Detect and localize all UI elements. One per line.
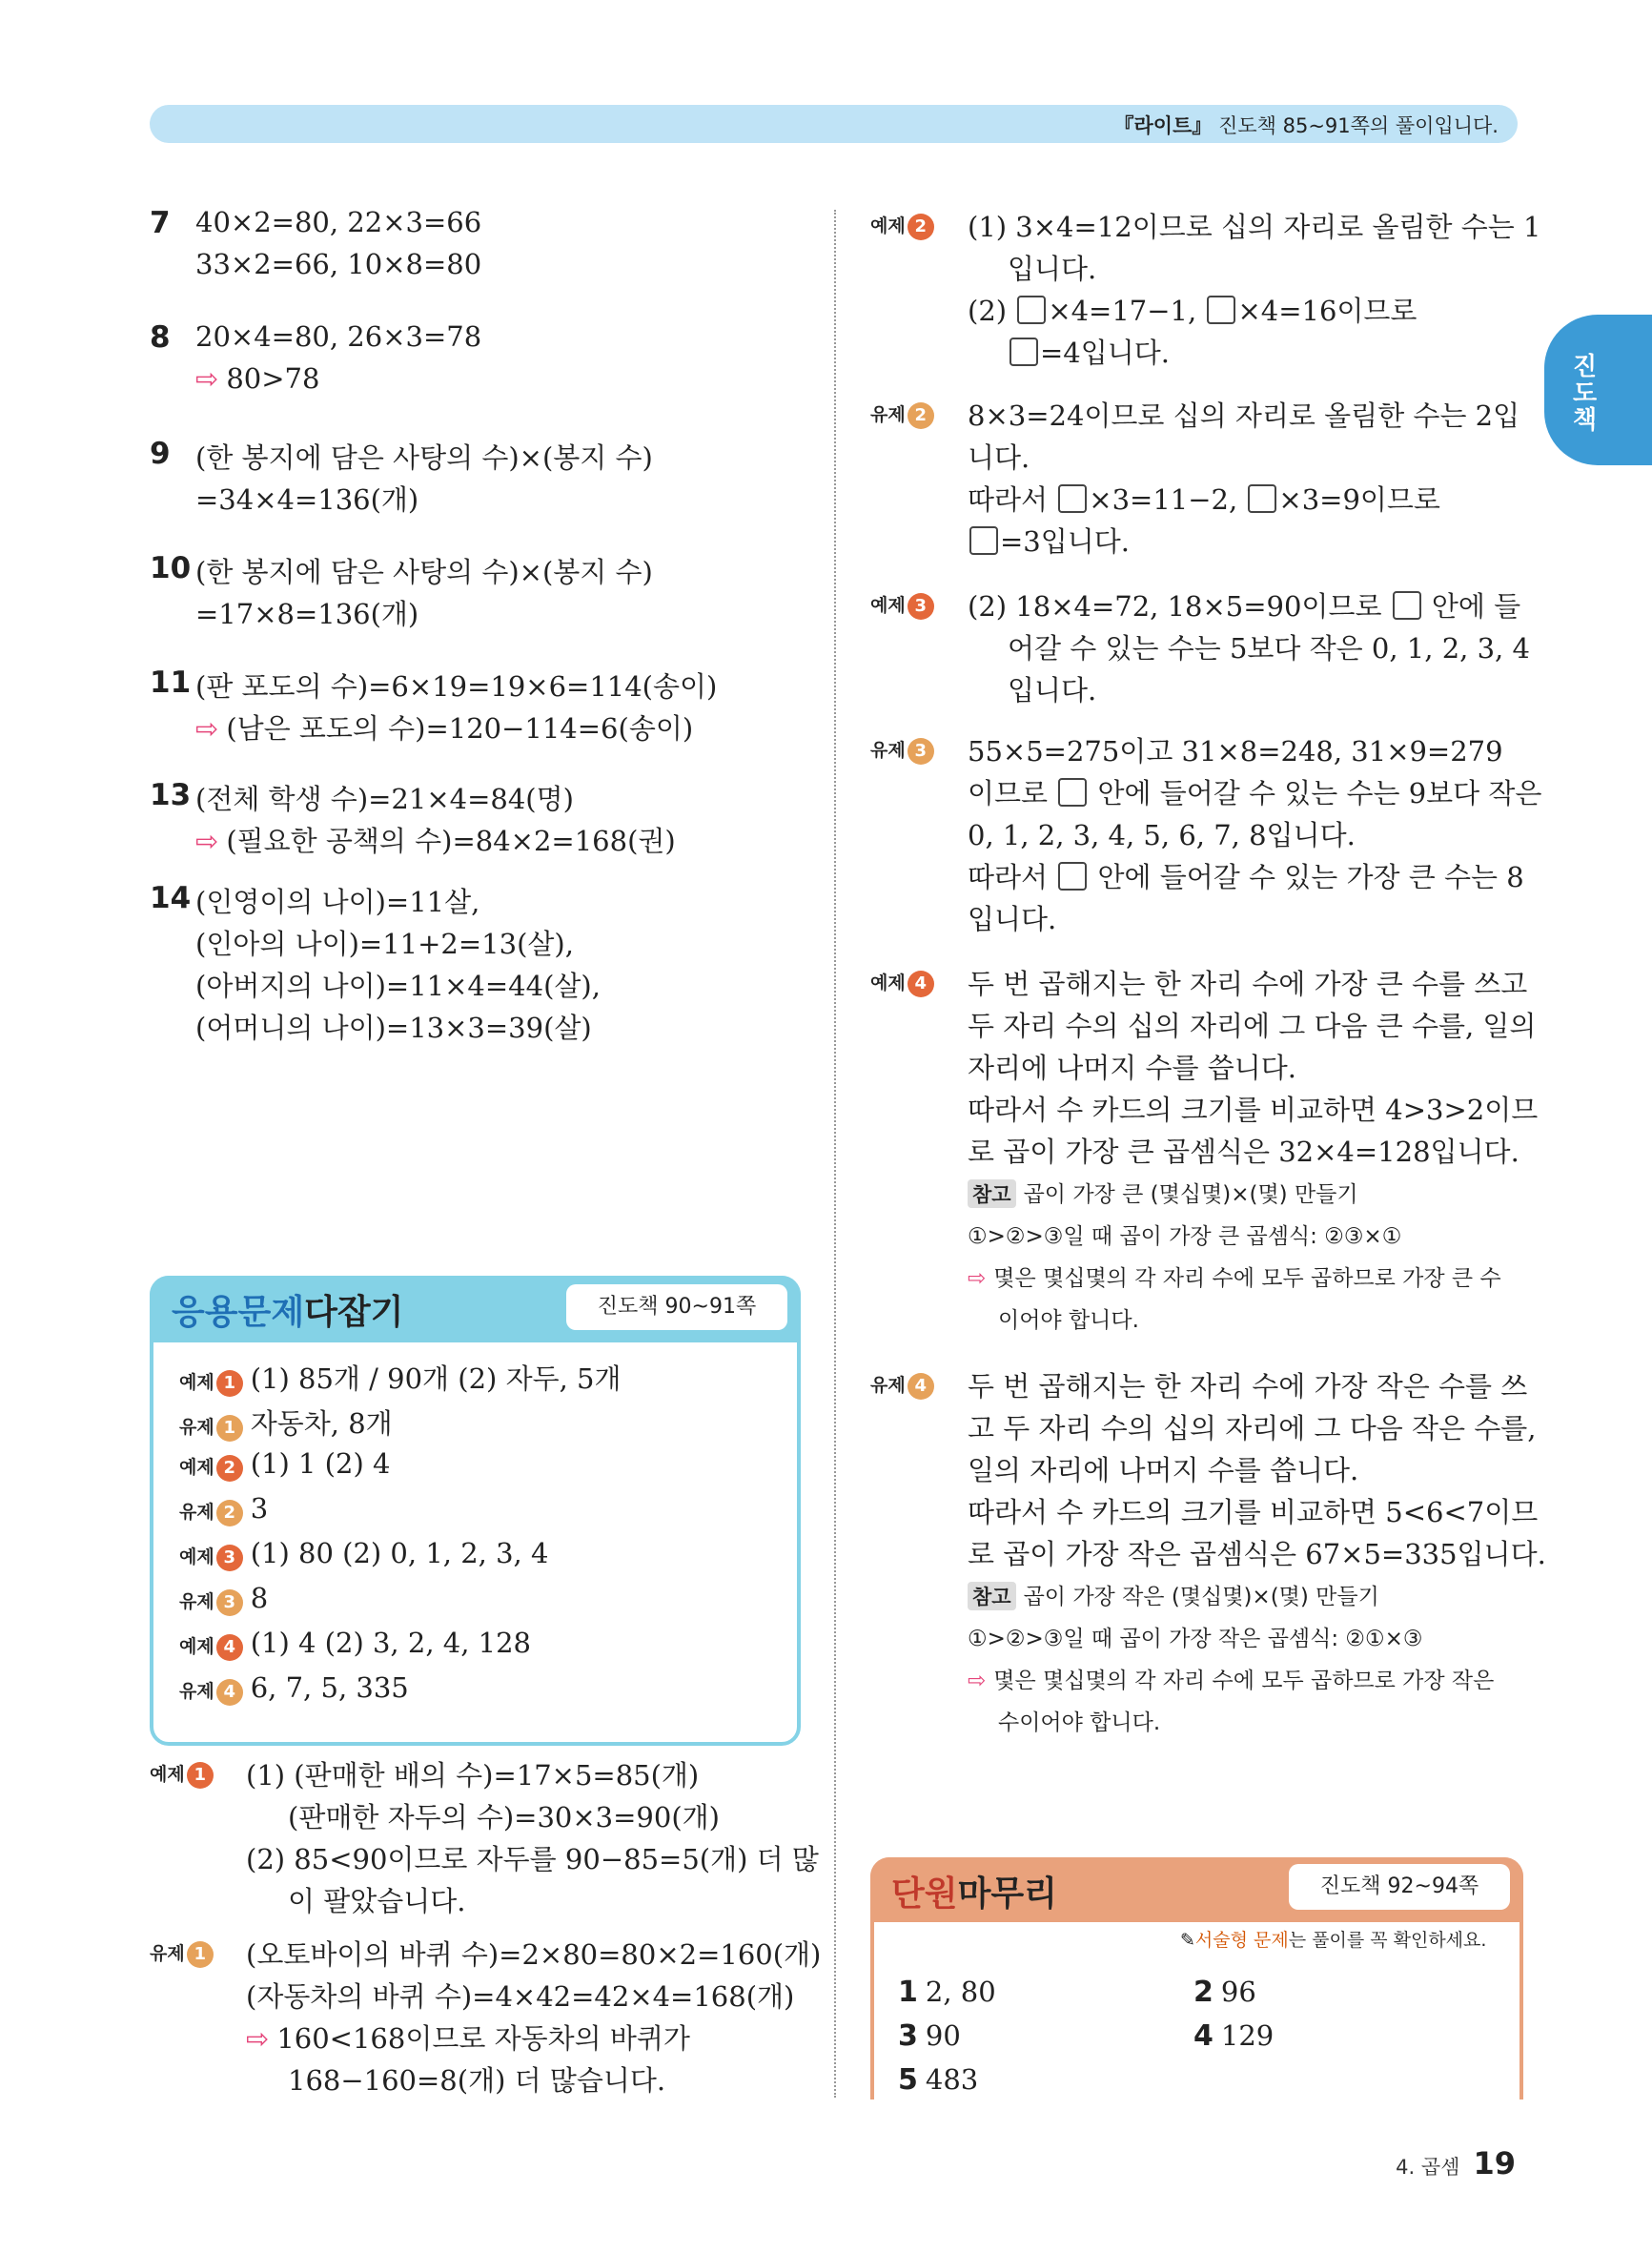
- blank-box: [1058, 778, 1087, 807]
- item-number: 14: [150, 881, 192, 915]
- item-line: (한 봉지에 담은 사탕의 수)×(봉지 수): [195, 441, 653, 474]
- item-line: [195, 362, 319, 395]
- arrow-icon: ⇨: [246, 2022, 270, 2055]
- ex-text: 안에 들어갈 수 있는 수는 9보다 작은: [1097, 777, 1542, 809]
- ex-line: 일의 자리에 나머지 수를 씁니다.: [968, 1454, 1359, 1486]
- ex-line: 입니다.: [1008, 674, 1097, 707]
- example-tag: [870, 736, 934, 765]
- ex-line: 두 자리 수의 십의 자리에 그 다음 큰 수를, 일의: [968, 1010, 1537, 1042]
- unit-title-b: 마무리: [957, 1874, 1057, 1914]
- example-tag: [870, 591, 934, 620]
- blank-box: [969, 526, 998, 555]
- item-line: (인아의 나이)=11+2=13(살),: [195, 928, 574, 960]
- example-tag: [870, 969, 934, 997]
- item-text: (남은 포도의 수)=120−114=6(송이): [226, 712, 694, 745]
- arrow-icon: ⇨: [968, 1669, 987, 1693]
- answer-number: 3: [898, 2019, 918, 2053]
- item-line: (어머니의 나이)=13×3=39(살): [195, 1012, 592, 1044]
- row-text: 6, 7, 5, 335: [250, 1671, 409, 1704]
- unit-answer: [1193, 1976, 1256, 2009]
- row-text: (1) 85개 / 90개 (2) 자두, 5개: [250, 1362, 622, 1395]
- ex-line: 이 팔았습니다.: [288, 1885, 466, 1917]
- ex-line: 로 곱이 가장 큰 곱셈식은 32×4=128입니다.: [968, 1136, 1519, 1168]
- answer-number: 4: [1193, 2019, 1214, 2053]
- note-line: 수이어야 합니다.: [998, 1710, 1161, 1735]
- number-badge: 2: [908, 214, 934, 240]
- item-line: (판 포도의 수)=6×19=19×6=114(송이): [195, 670, 718, 703]
- ex-line: 따라서 수 카드의 크기를 비교하면 4>3>2이므: [968, 1094, 1539, 1126]
- arrow-icon: ⇨: [195, 362, 219, 395]
- ex-line: [968, 856, 1524, 895]
- tag-label: 유제: [870, 740, 906, 761]
- example-tag: [870, 212, 934, 240]
- item-line: =17×8=136(개): [195, 598, 419, 630]
- note-chip: 참고: [968, 1582, 1016, 1610]
- ex-line: 따라서 수 카드의 크기를 비교하면 5<6<7이므: [968, 1496, 1539, 1528]
- ex-text: 160<168이므로 자동차의 바퀴가: [276, 2022, 690, 2055]
- ex-text: ×4=16이므로: [1237, 295, 1417, 327]
- tag-label: 유제: [870, 1375, 906, 1396]
- number-badge: 1: [187, 1941, 214, 1968]
- ex-text: 안에 들: [1431, 590, 1521, 623]
- unit-note: [1180, 1926, 1486, 1952]
- practice-panel-ref: 진도책 90~91쪽: [566, 1284, 787, 1330]
- tag-label: 예제: [150, 1764, 185, 1785]
- note-line: [968, 1579, 1379, 1610]
- answer-number: 2: [1193, 1976, 1214, 2009]
- practice-panel-title: [172, 1285, 403, 1334]
- ex-line: [1008, 332, 1170, 371]
- answer-value: 483: [925, 2063, 979, 2096]
- ex-text: =4입니다.: [1040, 337, 1171, 369]
- blank-box: [1017, 296, 1046, 324]
- example-tag: [870, 400, 934, 429]
- number-badge: 4: [216, 1679, 243, 1706]
- side-tab-label: 진도책: [1568, 353, 1597, 433]
- column-divider: [834, 210, 836, 2098]
- number-badge: 3: [216, 1545, 243, 1571]
- unit-note-text: 는 풀이를 꼭 확인하세요.: [1288, 1930, 1487, 1951]
- item-line: 40×2=80, 22×3=66: [195, 206, 482, 238]
- number-badge: 1: [216, 1370, 243, 1397]
- ex-line: (1) (판매한 배의 수)=17×5=85(개): [246, 1759, 700, 1792]
- answer-value: 129: [1220, 2019, 1275, 2052]
- example-tag: [870, 1371, 934, 1400]
- number-badge: 2: [216, 1500, 243, 1526]
- item-line: (인영이의 나이)=11살,: [195, 886, 480, 918]
- ex-text: 따라서: [968, 861, 1049, 893]
- item-line: (한 봉지에 담은 사탕의 수)×(봉지 수): [195, 556, 653, 588]
- header-text: 진도책 85~91쪽의 풀이입니다.: [1218, 114, 1499, 137]
- row-text: 8: [250, 1582, 269, 1614]
- practice-row: [179, 1358, 622, 1397]
- note-line: [968, 1663, 1494, 1694]
- note-chip: 참고: [968, 1179, 1016, 1208]
- item-line: (전체 학생 수)=21×4=84(명): [195, 783, 574, 815]
- practice-row: [179, 1447, 390, 1482]
- ex-line: [246, 2017, 690, 2057]
- unit-panel-title: [891, 1867, 1057, 1915]
- ex-line: (1) 3×4=12이므로 십의 자리로 올림한 수는 1: [968, 211, 1541, 243]
- number-badge: 3: [908, 593, 934, 620]
- ex-line: 두 번 곱해지는 한 자리 수에 가장 큰 수를 쓰고: [968, 968, 1528, 1000]
- item-number: 13: [150, 778, 192, 812]
- item-line: 33×2=66, 10×8=80: [195, 248, 482, 280]
- ex-line: [968, 585, 1520, 625]
- arrow-icon: ⇨: [968, 1266, 987, 1291]
- note-line: [968, 1177, 1358, 1208]
- practice-row: [179, 1671, 409, 1706]
- example-tag: [150, 1939, 214, 1968]
- header-bar: [150, 105, 1518, 143]
- item-line: (아버지의 나이)=11×4=44(살),: [195, 970, 601, 1002]
- number-badge: 4: [908, 971, 934, 997]
- note-line: [968, 1260, 1501, 1292]
- pencil-icon: ✎: [1180, 1930, 1195, 1951]
- item-line: =34×4=136(개): [195, 483, 419, 516]
- blank-box: [1393, 591, 1421, 620]
- row-text: (1) 80 (2) 0, 1, 2, 3, 4: [250, 1537, 549, 1569]
- item-number: 7: [150, 206, 171, 240]
- ex-line: [968, 521, 1130, 560]
- row-text: (1) 4 (2) 3, 2, 4, 128: [250, 1627, 531, 1659]
- item-number: 10: [150, 551, 192, 585]
- number-badge: 2: [216, 1455, 243, 1482]
- note-text: 곱이 가장 큰 (몇십몇)×(몇) 만들기: [1023, 1182, 1358, 1207]
- number-badge: 4: [908, 1373, 934, 1400]
- row-tag: 예제: [179, 1457, 214, 1478]
- row-tag: 유제: [179, 1502, 214, 1523]
- ex-text: ×3=11−2,: [1089, 483, 1238, 516]
- blank-box: [1058, 484, 1087, 513]
- ex-line: 로 곱이 가장 작은 곱셈식은 67×5=335입니다.: [968, 1538, 1546, 1570]
- row-tag: 예제: [179, 1546, 214, 1567]
- answer-value: 2, 80: [925, 1976, 996, 2008]
- item-line: 20×4=80, 26×3=78: [195, 320, 482, 353]
- tag-label: 예제: [870, 595, 906, 616]
- item-number: 8: [150, 320, 171, 355]
- row-text: 자동차, 8개: [250, 1407, 393, 1440]
- tag-label: 예제: [870, 215, 906, 236]
- ex-line: (2) 85<90이므로 자두를 90−85=5(개) 더 많: [246, 1843, 819, 1875]
- number-badge: 4: [216, 1634, 243, 1661]
- practice-row: [179, 1403, 393, 1442]
- ex-line: [968, 772, 1541, 811]
- number-badge: 3: [908, 738, 934, 765]
- practice-title-b: 다잡기: [304, 1293, 404, 1332]
- header-book: 『라이트』: [1113, 114, 1213, 137]
- ex-line: 어갈 수 있는 수는 5보다 작은 0, 1, 2, 3, 4: [1008, 632, 1530, 665]
- ex-text: ×3=9이므로: [1278, 483, 1440, 516]
- item-text: (필요한 공책의 수)=84×2=168(권): [226, 825, 676, 857]
- ex-line: (판매한 자두의 수)=30×3=90(개): [288, 1801, 720, 1833]
- note-line: ①>②>③일 때 곱이 가장 큰 곱셈식: ②③×①: [968, 1224, 1402, 1249]
- ex-line: 자리에 나머지 수를 씁니다.: [968, 1052, 1297, 1084]
- unit-answer: [1193, 2019, 1274, 2053]
- example-tag: [150, 1760, 214, 1789]
- arrow-icon: ⇨: [195, 825, 219, 857]
- practice-row: [179, 1537, 548, 1571]
- item-line: [195, 820, 676, 859]
- note-line: ①>②>③일 때 곱이 가장 작은 곱셈식: ②①×③: [968, 1627, 1423, 1651]
- number-badge: 2: [908, 402, 934, 429]
- item-line: [195, 707, 693, 747]
- unit-answer: [898, 2019, 961, 2053]
- row-text: 3: [250, 1492, 269, 1525]
- row-tag: 유제: [179, 1591, 214, 1612]
- ex-text: ×4=17−1,: [1048, 295, 1197, 327]
- row-tag: 유제: [179, 1417, 214, 1438]
- unit-answer: [898, 2063, 978, 2097]
- ex-line: 입니다.: [968, 903, 1057, 935]
- ex-text: =3입니다.: [1000, 525, 1131, 558]
- practice-title-a: 응용문제: [172, 1293, 305, 1332]
- ex-line: [968, 290, 1417, 329]
- answer-number: 1: [898, 1976, 918, 2009]
- item-number: 11: [150, 666, 192, 700]
- row-tag: 예제: [179, 1636, 214, 1657]
- item-text: 80>78: [226, 362, 320, 395]
- practice-row: [179, 1582, 268, 1616]
- ex-text: 안에 들어갈 수 있는 가장 큰 수는 8: [1097, 861, 1524, 893]
- unit-note-highlight: 서술형 문제: [1194, 1930, 1289, 1951]
- unit-title-a: 단원: [891, 1874, 958, 1914]
- page-number: 19: [1473, 2145, 1516, 2181]
- blank-box: [1207, 296, 1235, 324]
- page-footer: [1396, 2145, 1516, 2181]
- ex-text: 이므로: [968, 777, 1049, 809]
- number-badge: 1: [187, 1762, 214, 1789]
- note-line: 이어야 합니다.: [998, 1308, 1139, 1333]
- tag-label: 유제: [150, 1943, 185, 1964]
- blank-box: [1248, 484, 1276, 513]
- ex-line: 8×3=24이므로 십의 자리로 올림한 수는 2입: [968, 399, 1520, 432]
- number-badge: 3: [216, 1589, 243, 1616]
- note-text: 몇은 몇십몇의 각 자리 수에 모두 곱하므로 가장 작은: [993, 1669, 1495, 1693]
- blank-box: [1010, 338, 1038, 366]
- arrow-icon: ⇨: [195, 712, 219, 745]
- unit-panel-ref: 진도책 92~94쪽: [1289, 1864, 1510, 1910]
- number-badge: 1: [216, 1415, 243, 1442]
- side-tab[interactable]: [1544, 315, 1652, 465]
- ex-line: (자동차의 바퀴 수)=4×42=42×4=168(개): [246, 1980, 795, 2013]
- chapter-label: 4. 곱셈: [1396, 2156, 1460, 2179]
- tag-label: 예제: [870, 973, 906, 993]
- ex-line: 0, 1, 2, 3, 4, 5, 6, 7, 8입니다.: [968, 819, 1356, 851]
- ex-line: 두 번 곱해지는 한 자리 수에 가장 작은 수를 쓰: [968, 1370, 1528, 1403]
- ex-text: (2): [968, 295, 1008, 327]
- row-text: (1) 1 (2) 4: [250, 1447, 391, 1480]
- row-tag: 유제: [179, 1681, 214, 1702]
- answer-value: 96: [1220, 1976, 1256, 2008]
- ex-text: 따라서: [968, 483, 1049, 516]
- note-text: 곱이 가장 작은 (몇십몇)×(몇) 만들기: [1023, 1585, 1379, 1609]
- row-tag: 예제: [179, 1372, 214, 1393]
- ex-line: [968, 479, 1440, 518]
- item-number: 9: [150, 437, 171, 471]
- blank-box: [1058, 862, 1087, 891]
- ex-line: 55×5=275이고 31×8=248, 31×9=279: [968, 735, 1503, 768]
- practice-row: [179, 1627, 531, 1661]
- ex-text: (2) 18×4=72, 18×5=90이므로: [968, 590, 1382, 623]
- tag-label: 유제: [870, 404, 906, 425]
- unit-answer: [898, 1976, 996, 2009]
- note-text: 몇은 몇십몇의 각 자리 수에 모두 곱하므로 가장 큰 수: [993, 1266, 1501, 1291]
- practice-row: [179, 1492, 268, 1526]
- ex-line: 168−160=8(개) 더 많습니다.: [288, 2064, 666, 2097]
- ex-line: 입니다.: [1008, 253, 1097, 285]
- ex-line: 니다.: [968, 441, 1030, 474]
- ex-line: (오토바이의 바퀴 수)=2×80=80×2=160(개): [246, 1938, 822, 1971]
- answer-number: 5: [898, 2063, 918, 2097]
- ex-line: 고 두 자리 수의 십의 자리에 그 다음 작은 수를,: [968, 1412, 1537, 1444]
- answer-value: 90: [925, 2019, 961, 2052]
